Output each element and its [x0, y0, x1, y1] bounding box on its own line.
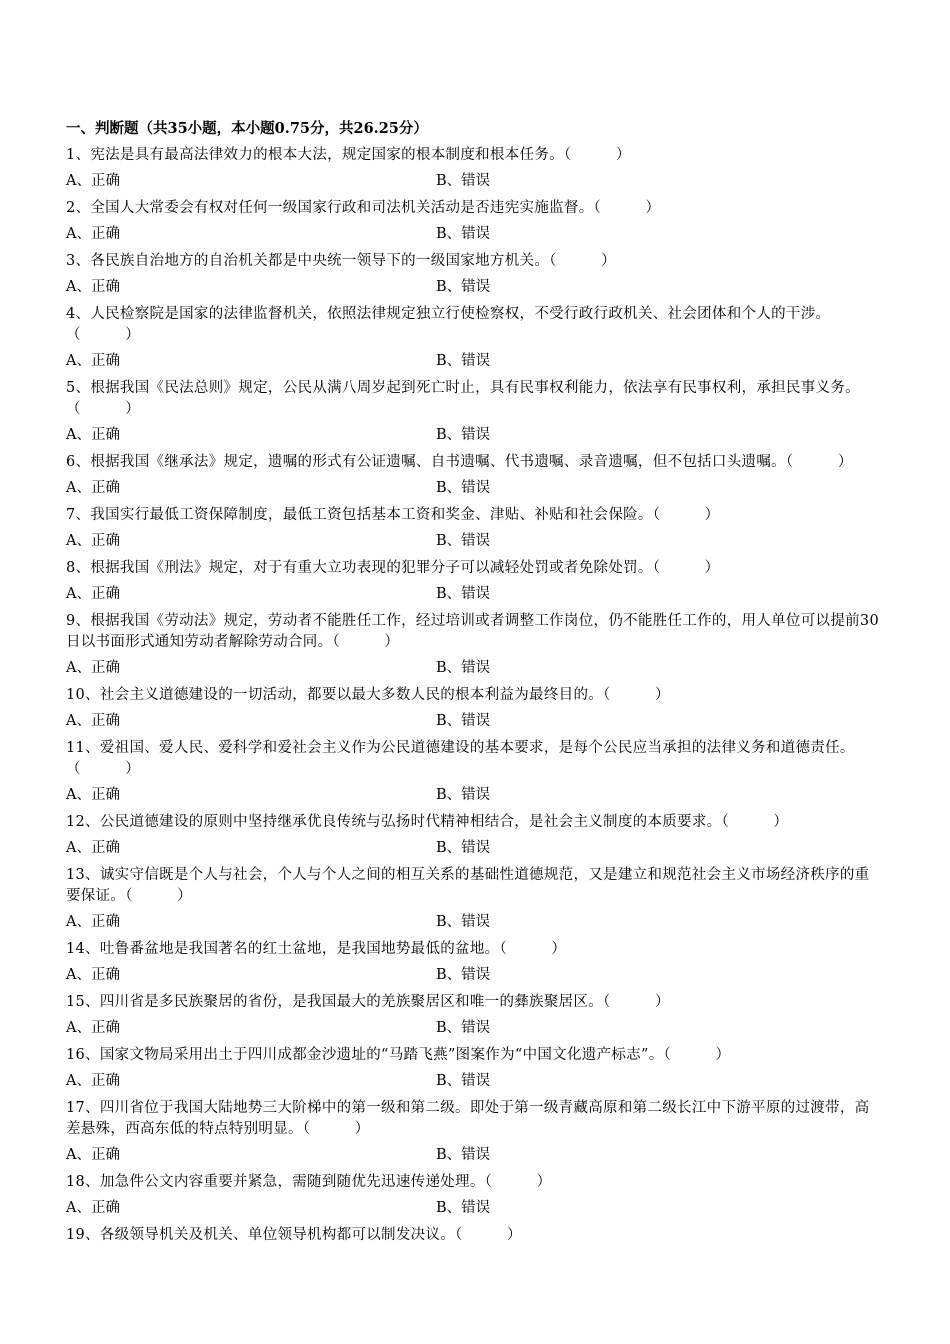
answer-options	[66, 1015, 884, 1042]
option-a-correct[interactable]: A、正确	[66, 427, 120, 443]
question-list	[66, 142, 884, 1248]
answer-options	[66, 909, 884, 936]
option-a-correct[interactable]: A、正确	[66, 279, 120, 295]
option-a-correct[interactable]: A、正确	[66, 840, 120, 856]
option-b-wrong[interactable]: B、错误	[436, 713, 491, 729]
question-text: 8、根据我国《刑法》规定，对于有重大立功表现的犯罪分子可以减轻处罚或者免除处罚。（ ）	[66, 560, 720, 576]
question-text: 1、宪法是具有最高法律效力的根本大法，规定国家的根本制度和根本任务。（ ）	[66, 147, 631, 163]
option-a-correct[interactable]: A、正确	[66, 1147, 120, 1163]
question-text: 15、四川省是多民族聚居的省份，是我国最大的羌族聚居区和唯一的彝族聚居区。（ ）	[66, 994, 670, 1010]
answer-options	[66, 581, 884, 608]
question-item	[66, 608, 884, 682]
question-item	[66, 195, 884, 248]
question-text: 19、各级领导机关及机关、单位领导机构都可以制发决议。（ ）	[66, 1227, 522, 1243]
answer-options	[66, 782, 884, 809]
option-a-correct[interactable]: A、正确	[66, 1020, 120, 1036]
question-item	[66, 809, 884, 862]
question-text: 3、各民族自治地方的自治机关都是中央统一领导下的一级国家地方机关。（ ）	[66, 253, 616, 269]
answer-options	[66, 475, 884, 502]
option-b-wrong[interactable]: B、错误	[436, 840, 491, 856]
answer-options	[66, 1068, 884, 1095]
question-item	[66, 142, 884, 195]
answer-options	[66, 962, 884, 989]
answer-options	[66, 168, 884, 195]
answer-options	[66, 655, 884, 682]
answer-options	[66, 221, 884, 248]
option-b-wrong[interactable]: B、错误	[436, 173, 491, 189]
option-a-correct[interactable]: A、正确	[66, 914, 120, 930]
question-text: 2、全国人大常委会有权对任何一级国家行政和司法机关活动是否违宪实施监督。（ ）	[66, 200, 661, 216]
answer-options	[66, 1142, 884, 1169]
option-a-correct[interactable]: A、正确	[66, 967, 120, 983]
question-text: 6、根据我国《继承法》规定，遗嘱的形式有公证遗嘱、自书遗嘱、代书遗嘱、录音遗嘱，但不包括口头遗嘱。（ ）	[66, 454, 853, 470]
question-text: 18、加急件公文内容重要并紧急，需随到随优先迅速传递处理。（ ）	[66, 1174, 552, 1190]
answer-options	[66, 528, 884, 555]
option-a-correct[interactable]: A、正确	[66, 353, 120, 369]
option-b-wrong[interactable]: B、错误	[436, 914, 491, 930]
option-a-correct[interactable]: A、正确	[66, 480, 120, 496]
question-item	[66, 936, 884, 989]
question-text: 11、爱祖国、爱人民、爱科学和爱社会主义作为公民道德建设的基本要求，是每个公民应当承担的法律义务和道德责任。（ ）	[66, 740, 855, 777]
question-text: 14、吐鲁番盆地是我国著名的红土盆地，是我国地势最低的盆地。（ ）	[66, 941, 567, 957]
question-item	[66, 1169, 884, 1222]
option-b-wrong[interactable]: B、错误	[436, 967, 491, 983]
option-a-correct[interactable]: A、正确	[66, 713, 120, 729]
question-text: 9、根据我国《劳动法》规定，劳动者不能胜任工作，经过培训或者调整工作岗位，仍不能胜任工作的，用人单位可以提前30日以书面形式通知劳动者解除劳动合同。（ ）	[66, 613, 879, 650]
question-text: 12、公民道德建设的原则中坚持继承优良传统与弘扬时代精神相结合，是社会主义制度的本质要求。（ ）	[66, 814, 789, 830]
option-b-wrong[interactable]: B、错误	[436, 586, 491, 602]
option-a-correct[interactable]: A、正确	[66, 1073, 120, 1089]
question-text: 10、社会主义道德建设的一切活动，都要以最大多数人民的根本利益为最终目的。（ ）	[66, 687, 670, 703]
question-item	[66, 735, 884, 809]
answer-options	[66, 1195, 884, 1222]
section-title: 一、判断题（共35小题，本小题0.75分，共26.25分）	[66, 120, 428, 137]
option-b-wrong[interactable]: B、错误	[436, 1147, 491, 1163]
answer-options	[66, 348, 884, 375]
question-item	[66, 248, 884, 301]
question-text: 5、根据我国《民法总则》规定，公民从满八周岁起到死亡时止，具有民事权利能力，依法享有民事权利，承担民事义务。（ ）	[66, 380, 860, 417]
option-b-wrong[interactable]: B、错误	[436, 480, 491, 496]
exam-page	[66, 116, 884, 1248]
answer-options	[66, 274, 884, 301]
option-a-correct[interactable]: A、正确	[66, 787, 120, 803]
option-a-correct[interactable]: A、正确	[66, 173, 120, 189]
option-a-correct[interactable]: A、正确	[66, 1200, 120, 1216]
question-item	[66, 502, 884, 555]
question-item	[66, 301, 884, 375]
question-item	[66, 375, 884, 449]
question-item	[66, 1222, 884, 1248]
answer-options	[66, 422, 884, 449]
question-text: 13、诚实守信既是个人与社会，个人与个人之间的相互关系的基础性道德规范，又是建立和规范社会主义市场经济秩序的重要保证。（ ）	[66, 867, 870, 904]
option-b-wrong[interactable]: B、错误	[436, 787, 491, 803]
question-text: 7、我国实行最低工资保障制度，最低工资包括基本工资和奖金、津贴、补贴和社会保险。（ ）	[66, 507, 720, 523]
question-item	[66, 862, 884, 936]
question-text: 16、国家文物局采用出土于四川成都金沙遗址的“马踏飞燕”图案作为“中国文化遗产标志”。（ ）	[66, 1047, 731, 1063]
option-b-wrong[interactable]: B、错误	[436, 353, 491, 369]
option-a-correct[interactable]: A、正确	[66, 660, 120, 676]
option-b-wrong[interactable]: B、错误	[436, 427, 491, 443]
question-item	[66, 449, 884, 502]
option-b-wrong[interactable]: B、错误	[436, 279, 491, 295]
answer-options	[66, 708, 884, 735]
option-a-correct[interactable]: A、正确	[66, 533, 120, 549]
question-item	[66, 555, 884, 608]
option-b-wrong[interactable]: B、错误	[436, 1073, 491, 1089]
option-b-wrong[interactable]: B、错误	[436, 660, 491, 676]
option-b-wrong[interactable]: B、错误	[436, 226, 491, 242]
question-item	[66, 989, 884, 1042]
option-b-wrong[interactable]: B、错误	[436, 1020, 491, 1036]
question-item	[66, 1095, 884, 1169]
option-b-wrong[interactable]: B、错误	[436, 1200, 491, 1216]
option-a-correct[interactable]: A、正确	[66, 226, 120, 242]
question-item	[66, 1042, 884, 1095]
option-a-correct[interactable]: A、正确	[66, 586, 120, 602]
answer-options	[66, 835, 884, 862]
question-item	[66, 682, 884, 735]
option-b-wrong[interactable]: B、错误	[436, 533, 491, 549]
question-text: 4、人民检察院是国家的法律监督机关，依照法律规定独立行使检察权，不受行政行政机关、社会团体和个人的干涉。（ ）	[66, 306, 831, 343]
question-text: 17、四川省位于我国大陆地势三大阶梯中的第一级和第二级。即处于第一级青藏高原和第二级长江中下游平原的过渡带，高差悬殊，西高东低的特点特别明显。（ ）	[66, 1100, 870, 1137]
